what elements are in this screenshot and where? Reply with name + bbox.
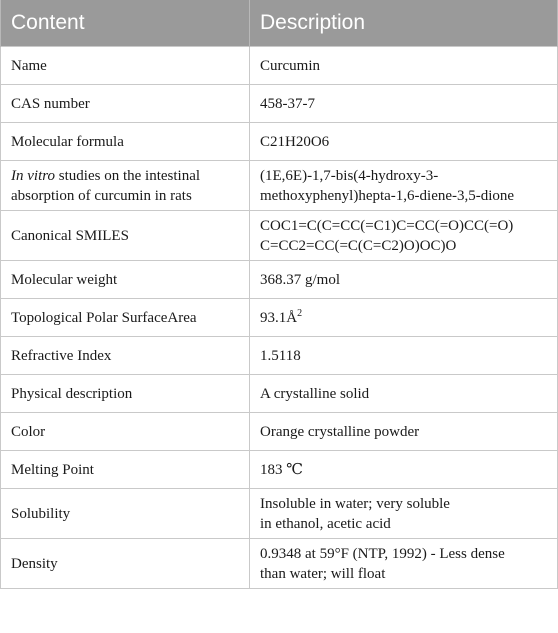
table-row (1, 413, 558, 451)
value-line1: Insoluble in water; very soluble (260, 495, 450, 512)
row-label: Canonical SMILES (1, 211, 250, 261)
italic-term: In vitro (11, 167, 56, 184)
header-description: Description (250, 0, 558, 47)
table-row (1, 123, 558, 161)
label-line2: absorption of curcumin in rats (11, 187, 192, 204)
row-value: Orange crystalline powder (250, 413, 558, 451)
value-superscript: 2 (297, 307, 303, 319)
row-label: Refractive Index (1, 337, 250, 375)
row-value (250, 161, 558, 211)
row-value: Curcumin (250, 47, 558, 85)
row-label: Color (1, 413, 250, 451)
table-row (1, 161, 558, 211)
row-value: C21H20O6 (250, 123, 558, 161)
value-line2: C=CC2=CC(=C(C=C2)O)OC)O (260, 237, 457, 254)
row-value (250, 539, 558, 589)
row-label: Solubility (1, 489, 250, 539)
table-row (1, 47, 558, 85)
row-value: 1.5118 (250, 337, 558, 375)
row-label: CAS number (1, 85, 250, 123)
row-label: Topological Polar SurfaceArea (1, 299, 250, 337)
row-value: A crystalline solid (250, 375, 558, 413)
row-label: Melting Point (1, 451, 250, 489)
row-value (250, 489, 558, 539)
value-line1: (1E,6E)-1,7-bis(4-hydroxy-3- (260, 167, 439, 184)
table-row (1, 337, 558, 375)
table-row (1, 451, 558, 489)
table-row (1, 85, 558, 123)
value-line2: than water; will float (260, 565, 386, 582)
row-label: Physical description (1, 375, 250, 413)
value-line1: COC1=C(C=CC(=C1)C=CC(=O)CC(=O) (260, 217, 514, 234)
row-value (250, 299, 558, 337)
table-row (1, 539, 558, 589)
header-row (1, 0, 558, 47)
value-line2: methoxyphenyl)hepta-1,6-diene-3,5-dione (260, 187, 515, 204)
row-label (1, 161, 250, 211)
row-label: Density (1, 539, 250, 589)
table-row (1, 489, 558, 539)
row-value: 183 ℃ (250, 451, 558, 489)
value-line1: 0.9348 at 59°F (NTP, 1992) - Less dense (260, 545, 505, 562)
row-label: Molecular weight (1, 261, 250, 299)
header-content: Content (1, 0, 250, 47)
value-line2: in ethanol, acetic acid (260, 515, 391, 532)
value-main: 93.1Å (260, 309, 298, 326)
row-label: Name (1, 47, 250, 85)
table-row (1, 211, 558, 261)
table-row (1, 375, 558, 413)
row-label: Molecular formula (1, 123, 250, 161)
label-rest: studies on the intestinal (55, 167, 201, 184)
table-row (1, 261, 558, 299)
row-value (250, 211, 558, 261)
table-row (1, 299, 558, 337)
row-value: 368.37 g/mol (250, 261, 558, 299)
row-value: 458-37-7 (250, 85, 558, 123)
